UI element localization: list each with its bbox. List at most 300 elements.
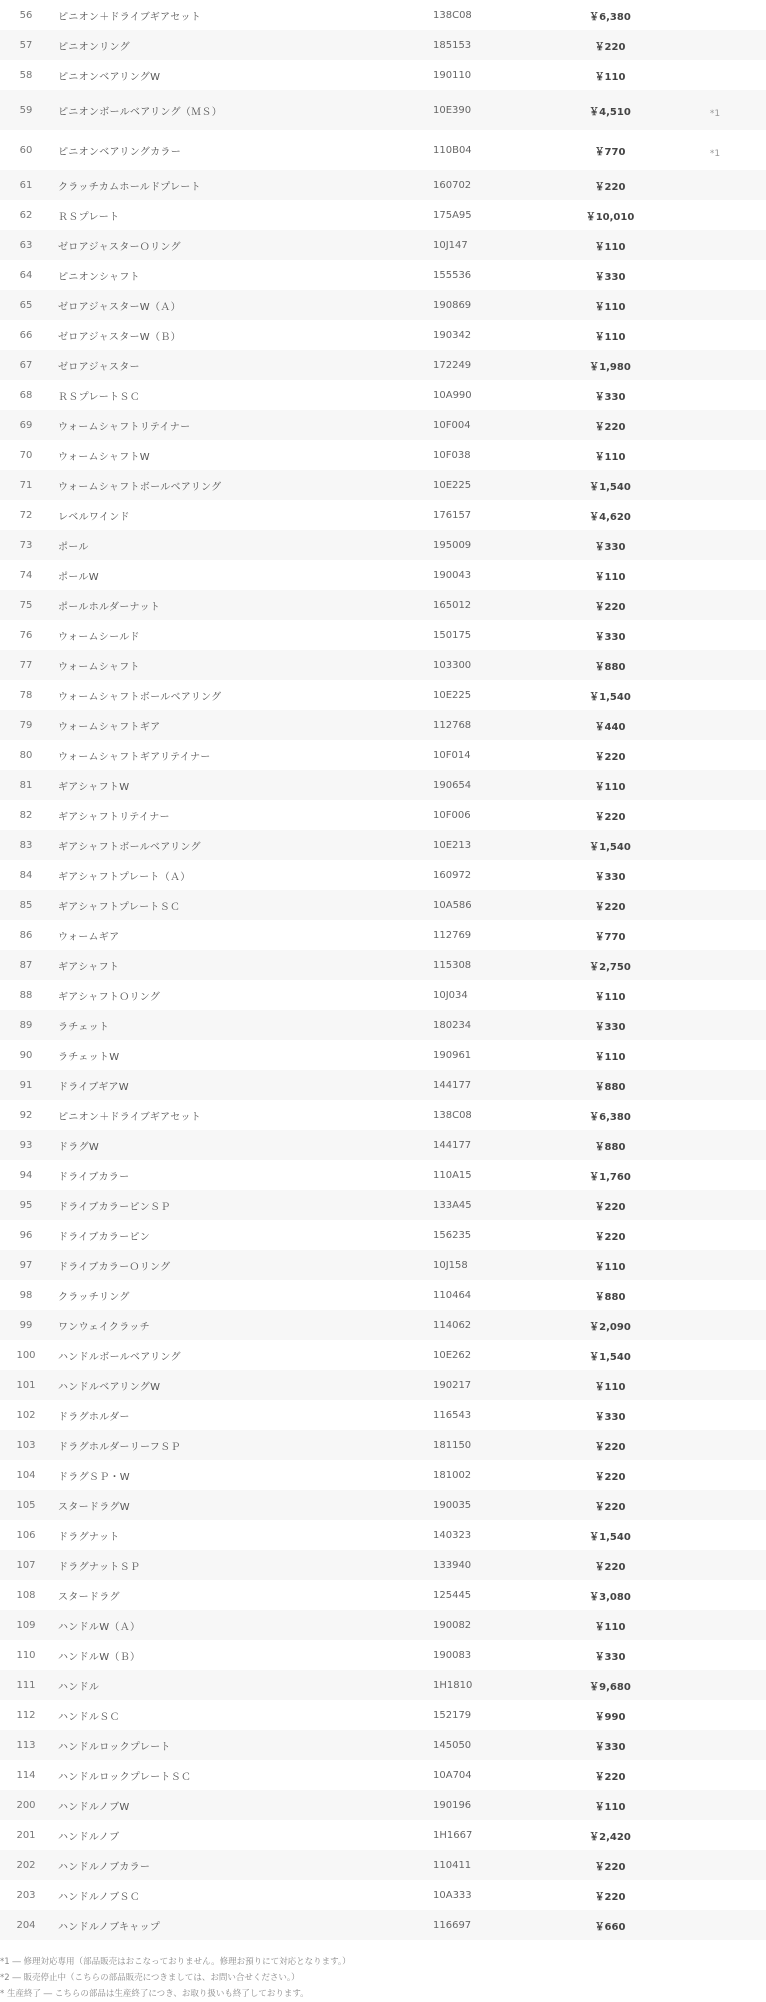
part-price: ￥110: [594, 331, 626, 343]
part-price: ￥110: [594, 301, 626, 313]
part-price: ￥330: [594, 871, 626, 883]
table-row: [0, 1520, 766, 1550]
part-code: 145050: [433, 1739, 472, 1751]
part-code: 10E213: [433, 839, 472, 851]
part-name: ポールW: [58, 571, 99, 583]
part-number: 91: [19, 1079, 33, 1091]
part-price: ￥330: [594, 1411, 626, 1423]
part-price: ￥110: [594, 1051, 626, 1063]
table-row: [0, 200, 766, 230]
part-price: ￥220: [594, 1561, 626, 1573]
table-row: [0, 1640, 766, 1670]
part-code: 116697: [433, 1919, 472, 1931]
part-name: ウォームシャフト: [58, 661, 140, 673]
part-price: ￥330: [594, 541, 626, 553]
part-code: 10E262: [433, 1349, 472, 1361]
part-price: ￥1,980: [589, 361, 631, 373]
part-name: ＲＳプレート: [58, 211, 120, 223]
part-code: 160702: [433, 179, 472, 191]
part-code: 172249: [433, 359, 472, 371]
part-code: 160972: [433, 869, 472, 881]
part-price: ￥330: [594, 1741, 626, 1753]
table-row: [0, 1670, 766, 1700]
table-row: [0, 1730, 766, 1760]
part-code: 114062: [433, 1319, 472, 1331]
part-price: ￥330: [594, 391, 626, 403]
part-name: ドラグホルダー: [58, 1411, 130, 1423]
part-price: ￥2,750: [589, 961, 631, 973]
part-code: 144177: [433, 1079, 472, 1091]
part-name: ハンドル: [58, 1681, 100, 1693]
part-code: 190035: [433, 1499, 472, 1511]
table-row: [0, 1850, 766, 1880]
part-name: ギアシャフトリテイナー: [58, 811, 170, 823]
part-price: ￥990: [594, 1711, 626, 1723]
part-number: 98: [19, 1289, 33, 1301]
part-name: ドライブカラー: [58, 1171, 130, 1183]
part-name: ウォームシャフトボールベアリング: [58, 481, 222, 493]
part-number: 57: [19, 39, 33, 51]
table-row: [0, 320, 766, 350]
part-name: ウォームシャフトギアリテイナー: [58, 751, 211, 763]
part-number: 76: [19, 629, 33, 641]
table-row: [0, 1340, 766, 1370]
part-name: ドライブギアW: [58, 1081, 129, 1093]
part-number: 114: [16, 1769, 36, 1781]
part-name: スタードラグW: [58, 1501, 130, 1513]
part-number: 102: [16, 1409, 36, 1421]
table-row: [0, 620, 766, 650]
part-code: 185153: [433, 39, 472, 51]
part-number: 105: [16, 1499, 36, 1511]
table-row: [0, 1610, 766, 1640]
table-row: [0, 1010, 766, 1040]
part-number: 77: [19, 659, 33, 671]
part-number: 90: [19, 1049, 33, 1061]
part-name: ウォームシャフトリテイナー: [58, 421, 191, 433]
part-number: 79: [19, 719, 33, 731]
part-name: ウォームシャフトギア: [58, 721, 161, 733]
part-name: ギアシャフトプレート（Ａ）: [58, 871, 191, 883]
footnote-2: *2 ― 販売停止中（こちらの部品販売につきましては、お問い合せください。）: [0, 1973, 300, 1983]
part-price: ￥110: [594, 781, 626, 793]
part-name: ハンドルノブＳＣ: [58, 1891, 140, 1903]
part-code: 155536: [433, 269, 472, 281]
part-code: 190342: [433, 329, 472, 341]
table-row: [0, 170, 766, 200]
part-number: 94: [19, 1169, 33, 1181]
part-price: ￥10,010: [585, 211, 635, 223]
table-row: [0, 950, 766, 980]
part-code: 112768: [433, 719, 472, 731]
part-number: 82: [19, 809, 33, 821]
table-row: [0, 1400, 766, 1430]
part-number: 72: [19, 509, 33, 521]
part-code: 115308: [433, 959, 472, 971]
part-name: ピニオン＋ドライブギアセット: [58, 1111, 202, 1123]
part-number: 85: [19, 899, 33, 911]
part-price: ￥1,540: [589, 1351, 631, 1363]
part-number: 62: [19, 209, 33, 221]
part-number: 71: [19, 479, 33, 491]
part-number: 64: [19, 269, 33, 281]
part-price: ￥110: [594, 71, 626, 83]
part-note-mark: *1: [709, 109, 721, 119]
part-price: ￥110: [594, 241, 626, 253]
part-name: クラッチカムホールドプレート: [58, 181, 201, 193]
part-name: ＲＳプレートＳＣ: [58, 391, 140, 403]
part-code: 133940: [433, 1559, 472, 1571]
part-number: 112: [16, 1709, 36, 1721]
part-price: ￥9,680: [589, 1681, 631, 1693]
part-name: ハンドルロックプレート: [58, 1741, 171, 1753]
part-price: ￥880: [594, 1291, 626, 1303]
part-price: ￥220: [594, 1231, 626, 1243]
part-name: ハンドルベアリングW: [58, 1381, 161, 1393]
table-row: [0, 1820, 766, 1850]
part-price: ￥3,080: [589, 1591, 631, 1603]
table-row: [0, 740, 766, 770]
part-price: ￥220: [594, 811, 626, 823]
table-row: [0, 560, 766, 590]
part-code: 10F004: [433, 419, 471, 431]
part-number: 83: [19, 839, 33, 851]
part-code: 10E225: [433, 479, 472, 491]
part-name: ドラグホルダーリーフＳＰ: [58, 1441, 181, 1453]
part-number: 109: [16, 1619, 36, 1631]
part-number: 108: [16, 1589, 36, 1601]
part-number: 89: [19, 1019, 33, 1031]
part-code: 181150: [433, 1439, 472, 1451]
part-price: ￥220: [594, 41, 626, 53]
part-code: 190196: [433, 1799, 472, 1811]
part-name: ピニオンボールベアリング（ＭＳ）: [58, 106, 222, 118]
table-row: [0, 90, 766, 130]
part-price: ￥660: [594, 1921, 626, 1933]
part-number: 75: [19, 599, 33, 611]
table-row: [0, 1100, 766, 1130]
part-note: [700, 130, 730, 170]
part-code: 190083: [433, 1649, 472, 1661]
table-row: [0, 500, 766, 530]
part-number: 58: [19, 69, 33, 81]
part-name: ハンドルW（Ｂ）: [58, 1651, 141, 1663]
part-name: ギアシャフト: [58, 961, 120, 973]
part-code: 190961: [433, 1049, 472, 1061]
part-name: ウォームギア: [58, 931, 120, 943]
table-row: [0, 1190, 766, 1220]
part-note: [700, 90, 730, 130]
part-number: 87: [19, 959, 33, 971]
part-price: ￥220: [594, 1501, 626, 1513]
part-code: 10J158: [433, 1259, 468, 1271]
table-row: [0, 30, 766, 60]
part-code: 190217: [433, 1379, 472, 1391]
part-price: ￥2,420: [589, 1831, 631, 1843]
table-row: [0, 470, 766, 500]
part-code: 10F014: [433, 749, 471, 761]
table-row: [0, 590, 766, 620]
table-row: [0, 980, 766, 1010]
part-name: ギアシャフトボールベアリング: [58, 841, 201, 853]
part-code: 110B04: [433, 144, 472, 156]
part-name: ハンドルＳＣ: [58, 1711, 120, 1723]
part-code: 150175: [433, 629, 472, 641]
part-price: ￥880: [594, 1141, 626, 1153]
part-price: ￥770: [594, 146, 626, 158]
part-number: 80: [19, 749, 33, 761]
part-price: ￥110: [594, 571, 626, 583]
table-row: [0, 350, 766, 380]
part-code: 110464: [433, 1289, 472, 1301]
part-code: 176157: [433, 509, 472, 521]
part-code: 103300: [433, 659, 472, 671]
part-price: ￥770: [594, 931, 626, 943]
part-code: 152179: [433, 1709, 472, 1721]
part-price: ￥220: [594, 421, 626, 433]
part-name: レベルワインド: [58, 511, 130, 523]
part-price: ￥1,540: [589, 691, 631, 703]
part-price: ￥220: [594, 1471, 626, 1483]
table-row: [0, 0, 766, 30]
table-row: [0, 60, 766, 90]
part-number: 84: [19, 869, 33, 881]
table-row: [0, 1880, 766, 1910]
part-code: 156235: [433, 1229, 472, 1241]
part-name: ラチェット: [58, 1021, 110, 1033]
table-row: [0, 380, 766, 410]
footnote-1: *1 ― 修理対応専用（部品販売はおこなっておりません。修理お預りにて対応となります。）: [0, 1957, 351, 1967]
part-number: 93: [19, 1139, 33, 1151]
part-code: 175A95: [433, 209, 472, 221]
part-price: ￥880: [594, 1081, 626, 1093]
table-row: [0, 1550, 766, 1580]
table-row: [0, 1460, 766, 1490]
part-price: ￥110: [594, 991, 626, 1003]
part-price: ￥440: [594, 721, 626, 733]
table-row: [0, 1040, 766, 1070]
part-number: 63: [19, 239, 33, 251]
table-row: [0, 800, 766, 830]
part-code: 195009: [433, 539, 472, 551]
part-price: ￥330: [594, 1021, 626, 1033]
table-row: [0, 1220, 766, 1250]
part-price: ￥220: [594, 181, 626, 193]
part-code: 1H1810: [433, 1679, 473, 1691]
part-price: ￥110: [594, 1621, 626, 1633]
table-row: [0, 1130, 766, 1160]
part-name: ポール: [58, 541, 89, 553]
part-price: ￥330: [594, 631, 626, 643]
part-code: 10A586: [433, 899, 472, 911]
part-name: ハンドルロックプレートＳＣ: [58, 1771, 192, 1783]
part-number: 202: [16, 1859, 36, 1871]
part-name: ギアシャフトＯリング: [58, 991, 161, 1003]
part-price: ￥2,090: [589, 1321, 631, 1333]
part-number: 101: [16, 1379, 36, 1391]
part-number: 95: [19, 1199, 33, 1211]
part-code: 10E390: [433, 104, 472, 116]
part-price: ￥220: [594, 1891, 626, 1903]
part-price: ￥220: [594, 1771, 626, 1783]
part-number: 92: [19, 1109, 33, 1121]
table-row: [0, 1580, 766, 1610]
part-name: ワンウェイクラッチ: [58, 1321, 150, 1333]
table-row: [0, 1370, 766, 1400]
part-name: ピニオン＋ドライブギアセット: [58, 11, 202, 23]
part-number: 73: [19, 539, 33, 551]
part-price: ￥110: [594, 1801, 626, 1813]
part-code: 110A15: [433, 1169, 472, 1181]
table-row: [0, 710, 766, 740]
part-code: 190869: [433, 299, 472, 311]
table-row: [0, 1760, 766, 1790]
part-number: 97: [19, 1259, 33, 1271]
part-code: 165012: [433, 599, 472, 611]
table-row: [0, 1700, 766, 1730]
part-code: 125445: [433, 1589, 472, 1601]
table-row: [0, 860, 766, 890]
part-code: 110411: [433, 1859, 472, 1871]
part-price: ￥6,380: [589, 1111, 631, 1123]
part-number: 88: [19, 989, 33, 1001]
part-price: ￥330: [594, 1651, 626, 1663]
part-code: 10E225: [433, 689, 472, 701]
table-row: [0, 680, 766, 710]
part-price: ￥110: [594, 1381, 626, 1393]
table-row: [0, 410, 766, 440]
part-name: ピニオンベアリングW: [58, 71, 161, 83]
part-name: ドラグナット: [58, 1531, 120, 1543]
part-number: 204: [16, 1919, 36, 1931]
part-code: 180234: [433, 1019, 472, 1031]
part-price: ￥220: [594, 601, 626, 613]
part-number: 60: [19, 144, 33, 156]
part-code: 190082: [433, 1619, 472, 1631]
part-number: 103: [16, 1439, 36, 1451]
table-row: [0, 1910, 766, 1940]
part-number: 74: [19, 569, 33, 581]
part-name: ラチェットW: [58, 1051, 120, 1063]
part-price: ￥4,510: [589, 106, 631, 118]
part-name: ドラグＳＰ・W: [58, 1471, 130, 1483]
part-number: 69: [19, 419, 33, 431]
part-code: 144177: [433, 1139, 472, 1151]
part-name: ポールホルダーナット: [58, 601, 161, 613]
part-name: ピニオンベアリングカラー: [58, 146, 181, 158]
part-name: ゼロアジャスターW（Ａ）: [58, 301, 181, 313]
part-name: クラッチリング: [58, 1291, 130, 1303]
part-code: 138C08: [433, 1109, 472, 1121]
part-code: 10F038: [433, 449, 471, 461]
table-row: [0, 1430, 766, 1460]
table-row: [0, 1310, 766, 1340]
part-number: 99: [19, 1319, 33, 1331]
part-number: 70: [19, 449, 33, 461]
part-number: 78: [19, 689, 33, 701]
table-row: [0, 290, 766, 320]
part-name: ドライブカラーピンＳＰ: [58, 1201, 171, 1213]
part-price: ￥880: [594, 661, 626, 673]
table-row: [0, 830, 766, 860]
part-name: ハンドルノブカラー: [58, 1861, 151, 1873]
part-name: ハンドルボールベアリング: [58, 1351, 181, 1363]
part-name: ドラグW: [58, 1141, 100, 1153]
part-price: ￥220: [594, 1861, 626, 1873]
table-row: [0, 230, 766, 260]
table-row: [0, 1160, 766, 1190]
table-row: [0, 440, 766, 470]
part-number: 96: [19, 1229, 33, 1241]
part-name: ハンドルノブキャップ: [58, 1921, 161, 1933]
part-number: 67: [19, 359, 33, 371]
part-code: 112769: [433, 929, 472, 941]
part-number: 100: [16, 1349, 36, 1361]
part-price: ￥4,620: [589, 511, 631, 523]
part-number: 203: [16, 1889, 36, 1901]
part-number: 201: [16, 1829, 36, 1841]
table-row: [0, 920, 766, 950]
part-price: ￥1,540: [589, 481, 631, 493]
footnote-3: * 生産終了 ― こちらの部品は生産終了につき、お取り扱いも終了しております。: [0, 1989, 309, 1999]
part-price: ￥110: [594, 451, 626, 463]
part-number: 111: [16, 1679, 36, 1691]
part-number: 59: [19, 104, 33, 116]
part-code: 138C08: [433, 9, 472, 21]
part-code: 181002: [433, 1469, 472, 1481]
table-row: [0, 1250, 766, 1280]
part-code: 190043: [433, 569, 472, 581]
part-price: ￥6,380: [589, 11, 631, 23]
part-name: ウォームシャフトボールベアリング: [58, 691, 222, 703]
part-price: ￥110: [594, 1261, 626, 1273]
part-price: ￥220: [594, 751, 626, 763]
part-name: ゼロアジャスターW（Ｂ）: [58, 331, 181, 343]
table-row: [0, 260, 766, 290]
part-name: ハンドルW（Ａ）: [58, 1621, 141, 1633]
table-row: [0, 1790, 766, 1820]
part-number: 106: [16, 1529, 36, 1541]
table-row: [0, 530, 766, 560]
part-price: ￥1,540: [589, 841, 631, 853]
part-code: 190110: [433, 69, 472, 81]
part-code: 10J147: [433, 239, 468, 251]
table-row: [0, 650, 766, 680]
part-name: ウォームシールド: [58, 631, 140, 643]
table-row: [0, 1280, 766, 1310]
part-name: ドラグナットＳＰ: [58, 1561, 141, 1573]
part-number: 113: [16, 1739, 36, 1751]
table-row: [0, 890, 766, 920]
part-name: ウォームシャフトW: [58, 451, 150, 463]
part-code: 140323: [433, 1529, 472, 1541]
part-number: 86: [19, 929, 33, 941]
part-code: 1H1667: [433, 1829, 473, 1841]
part-price: ￥220: [594, 901, 626, 913]
table-row: [0, 130, 766, 170]
part-name: ギアシャフトプレートＳＣ: [58, 901, 181, 913]
part-number: 56: [19, 9, 33, 21]
part-number: 65: [19, 299, 33, 311]
part-number: 66: [19, 329, 33, 341]
part-price: ￥220: [594, 1441, 626, 1453]
part-number: 107: [16, 1559, 36, 1571]
part-number: 61: [19, 179, 33, 191]
part-name: ゼロアジャスターＯリング: [58, 241, 181, 253]
part-price: ￥330: [594, 271, 626, 283]
part-name: ハンドルノブ: [58, 1831, 120, 1843]
part-number: 110: [16, 1649, 36, 1661]
